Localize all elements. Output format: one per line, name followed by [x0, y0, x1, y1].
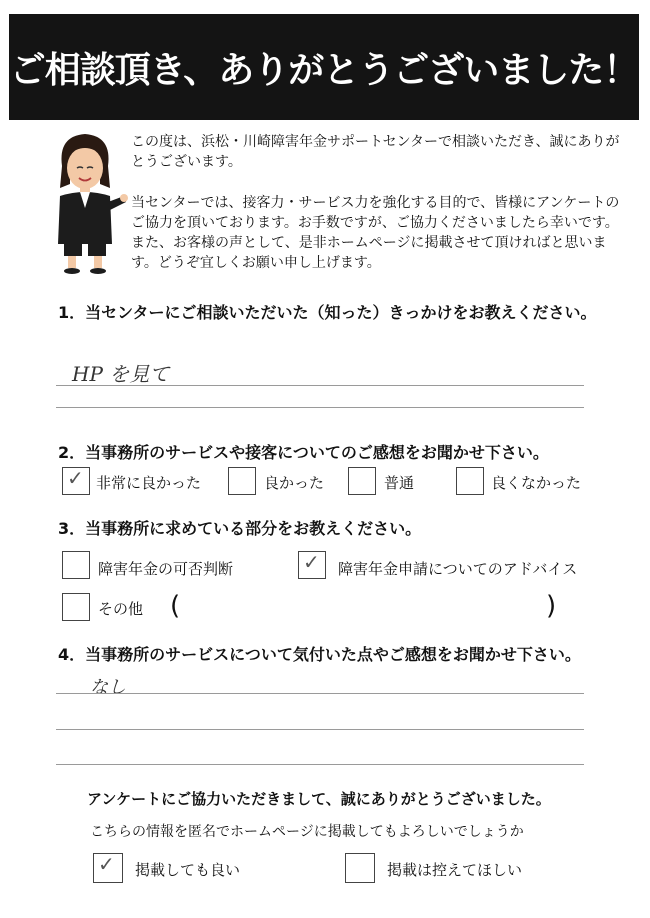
checkbox-publish-ok[interactable]	[93, 853, 123, 883]
answer-line	[56, 385, 584, 386]
option-label-application-advice: 障害年金申請についてのアドバイス	[338, 560, 578, 578]
check-mark-icon: ✓	[98, 852, 115, 876]
check-mark-icon: ✓	[303, 550, 320, 574]
question-3-title: 3．当事務所に求めている部分をお教えください。	[58, 519, 422, 538]
question-1-answer[interactable]: HP を見て	[72, 362, 170, 386]
checkbox-publish-no[interactable]	[345, 853, 375, 883]
answer-line	[56, 693, 584, 694]
question-1-title: 1．当センターにご相談いただいた（知った）きっかけをお教えください。	[58, 303, 597, 322]
option-label-normal: 普通	[384, 474, 415, 492]
consent-question: こちらの情報を匿名でホームページに掲載してもよろしいでしょうか	[90, 824, 524, 840]
checkbox-application-advice[interactable]	[298, 551, 326, 579]
checkbox-normal[interactable]	[348, 467, 376, 495]
page-title: ご相談頂き、ありがとうございました！	[9, 49, 639, 91]
option-label-other: その他	[98, 600, 144, 618]
intro-paragraph-1: この度は、浜松・川崎障害年金サポートセンターで相談いただき、誠にありがとうございます。	[131, 134, 620, 170]
answer-line	[56, 764, 584, 765]
other-paren-close: )	[546, 591, 557, 621]
option-label-very-good: 非常に良かった	[96, 474, 202, 492]
checkbox-good[interactable]	[228, 467, 256, 495]
check-mark-icon: ✓	[67, 466, 84, 490]
option-label-publish-no: 掲載は控えてほしい	[387, 861, 523, 879]
question-2-title: 2．当事務所のサービスや接客についてのご感想をお聞かせ下さい。	[58, 443, 549, 462]
checkbox-not-good[interactable]	[456, 467, 484, 495]
checkbox-very-good[interactable]	[62, 467, 90, 495]
other-paren-open: (	[170, 591, 181, 621]
intro-paragraph-2: 当センターでは、接客力・サービス力を強化する目的で、皆様にアンケートのご協力を頂いております。お手数ですが、ご協力くださいましたら幸いです。また、お客様の声として、是非ホームページに掲載させて頂ければと思います。どうぞ宜しくお願い申し上げます。	[131, 195, 620, 271]
title-banner	[9, 14, 639, 120]
answer-line	[56, 729, 584, 730]
checkbox-other[interactable]	[62, 593, 90, 621]
option-label-good: 良かった	[264, 474, 325, 492]
closing-thanks: アンケートにご協力いただきまして、誠にありがとうございました。	[87, 790, 551, 808]
option-label-publish-ok: 掲載しても良い	[135, 861, 241, 879]
answer-line	[56, 407, 584, 408]
option-label-not-good: 良くなかった	[491, 474, 582, 492]
option-label-eligibility: 障害年金の可否判断	[98, 560, 234, 578]
question-4-answer[interactable]: なし	[90, 677, 126, 698]
mascot-illustration	[42, 126, 128, 276]
question-4-title: 4．当事務所のサービスについて気付いた点やご感想をお聞かせ下さい。	[58, 645, 581, 664]
woman-in-suit-icon	[58, 134, 128, 274]
checkbox-eligibility[interactable]	[62, 551, 90, 579]
